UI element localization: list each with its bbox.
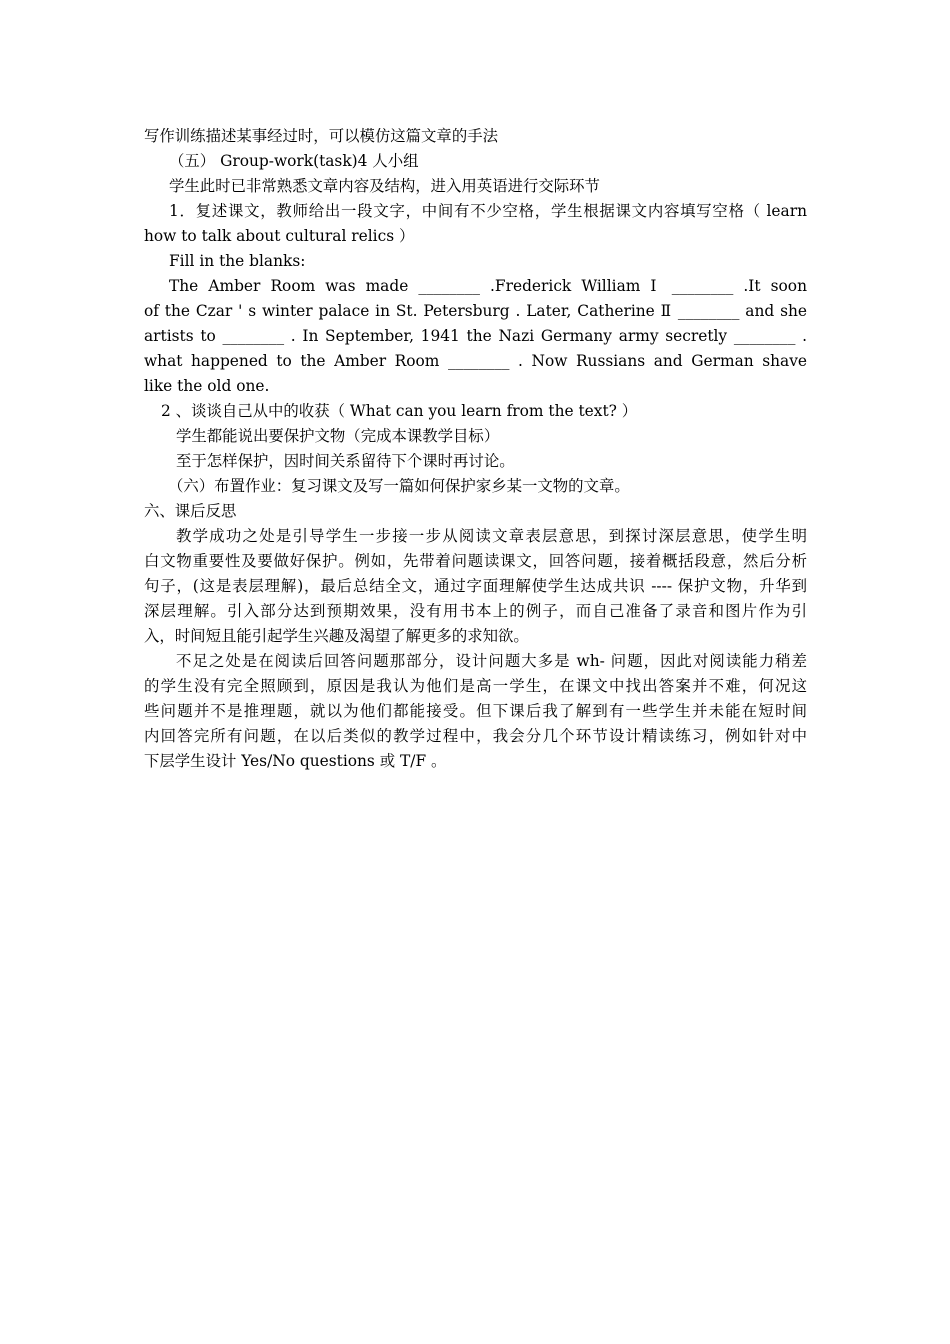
- task-item-1: 1．复述课文，教师给出一段文字，中间有不少空格，学生根据课文内容填写空格（ learn: [169, 202, 807, 220]
- cloze-line: of the Czar ' s winter palace in St. Petersburg . Later, Catherine Ⅱ ________ and she: [144, 302, 807, 320]
- task-item-2: 2 、谈谈自己从中的收获（ What can you learn from the text? ）: [161, 402, 638, 420]
- reflection-paragraph-line: 入，时间短且能引起学生兴趣及渴望了解更多的求知欲。: [144, 627, 529, 645]
- cloze-line: The Amber Room was made ________ .Frederick William Ⅰ ________ .It soon: [169, 277, 807, 295]
- reflection-paragraph-line: 白文物重要性及要做好保护。例如，先带着问题读课文，回答问题，接着概括段意，然后分析: [144, 552, 807, 570]
- text-line: 学生都能说出要保护文物（完成本课教学目标）: [176, 427, 500, 445]
- cloze-line: artists to ________ . In September, 1941 the Nazi Germany army secretly ________ .: [144, 327, 807, 345]
- reflection-paragraph-line: 教学成功之处是引导学生一步接一步从阅读文章表层意思，到探讨深层意思，使学生明: [176, 527, 807, 545]
- text-line: how to talk about cultural relics ）: [144, 227, 415, 245]
- reflection-paragraph-line: 深层理解。引入部分达到预期效果，没有用书本上的例子，而自己准备了录音和图片作为引: [144, 602, 807, 620]
- shortcoming-paragraph-line: 不足之处是在阅读后回答问题那部分，设计问题大多是 wh- 问题，因此对阅读能力稍差: [176, 652, 807, 670]
- cloze-line: what happened to the Amber Room ________ . Now Russians and German shave: [144, 352, 807, 370]
- section-heading-group-work: （五） Group-work(task)4 人小组: [169, 152, 419, 170]
- fill-in-heading: Fill in the blanks:: [169, 252, 306, 270]
- reflection-paragraph-line: 句子，(这是表层理解)，最后总结全文，通过字面理解使学生达成共识 ---- 保护文物，升华到: [144, 577, 807, 595]
- shortcoming-paragraph-line: 内回答完所有问题，在以后类似的教学过程中，我会分几个环节设计精读练习，例如针对中: [144, 727, 807, 745]
- text-line: 至于怎样保护，因时间关系留待下个课时再讨论。: [176, 452, 515, 470]
- section-heading-homework: （六）布置作业：复习课文及写一篇如何保护家乡某一文物的文章。: [168, 477, 630, 495]
- shortcoming-paragraph-line: 的学生没有完全照顾到，原因是我认为他们是高一学生，在课文中找出答案并不难，何况这: [144, 677, 807, 695]
- text-line: 学生此时已非常熟悉文章内容及结构，进入用英语进行交际环节: [169, 177, 600, 195]
- shortcoming-paragraph-line: 些问题并不是推理题，就以为他们都能接受。但下课后我了解到有一些学生并未能在短时间: [144, 702, 807, 720]
- section-heading-reflection: 六、课后反思: [144, 502, 237, 520]
- document-page: [144, 124, 807, 774]
- shortcoming-paragraph-line: 下层学生设计 Yes/No questions 或 T/F 。: [144, 752, 447, 770]
- text-line: 写作训练描述某事经过时，可以模仿这篇文章的手法: [144, 127, 498, 145]
- cloze-line: like the old one.: [144, 377, 270, 395]
